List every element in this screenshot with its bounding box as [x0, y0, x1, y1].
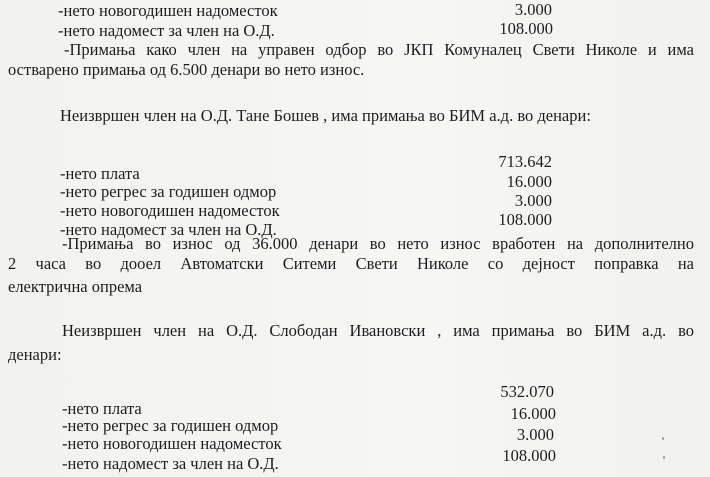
row-value: 713.642	[498, 152, 552, 171]
scan-speck	[663, 456, 665, 459]
row-value: 16.000	[510, 404, 556, 423]
row-label: -нето надомест за член на О.Д.	[62, 454, 279, 473]
row-value: 108.000	[498, 210, 552, 229]
member-intro: Неизвршен член на О.Д. Слободан Ивановски , има примања во БИМ а.д. во	[62, 321, 694, 340]
row-value: 3.000	[516, 425, 554, 444]
row-label: -нето новогодишен надоместок	[60, 201, 280, 220]
row-label: -нето плата	[60, 164, 140, 183]
row-label: -нето надомест за член на О.Д.	[58, 21, 275, 40]
note-paragraph-line: електрична опрема	[8, 277, 143, 296]
row-label: -нето надомест за член на О.Д.	[60, 220, 277, 239]
row-label: -нето плата	[62, 399, 142, 418]
row-value: 16.000	[506, 172, 552, 191]
note-paragraph-line: -Примања како член на управен одбор во ЈКП Комуналец Свети Николе и има	[64, 40, 694, 59]
note-paragraph-line: -Примања во износ од 36.000 денари во нето износ вработен на дополнително	[62, 234, 694, 253]
note-paragraph-line: остварено примања од 6.500 денари во нето износ.	[8, 60, 365, 79]
member-intro: денари:	[8, 345, 62, 364]
row-value: 532.070	[500, 382, 554, 401]
row-value: 3.000	[514, 0, 552, 19]
row-label: -нето новогодишен надоместок	[58, 1, 278, 20]
row-value: 108.000	[502, 446, 556, 465]
note-paragraph-line: 2 часа во дооел Автоматски Ситеми Свети Николе со дејност поправка на	[8, 254, 694, 273]
row-value: 3.000	[514, 191, 552, 210]
scan-speck	[662, 437, 664, 440]
member-intro: Неизвршен член на О.Д. Тане Бошев , има примања во БИМ а.д. во денари:	[60, 106, 591, 125]
row-value: 108.000	[499, 19, 553, 38]
row-label: -нето регрес за годишен одмор	[60, 182, 277, 201]
row-label: -нето регрес за годишен одмор	[62, 416, 279, 435]
row-label: -нето новогодишен надоместок	[62, 434, 282, 453]
